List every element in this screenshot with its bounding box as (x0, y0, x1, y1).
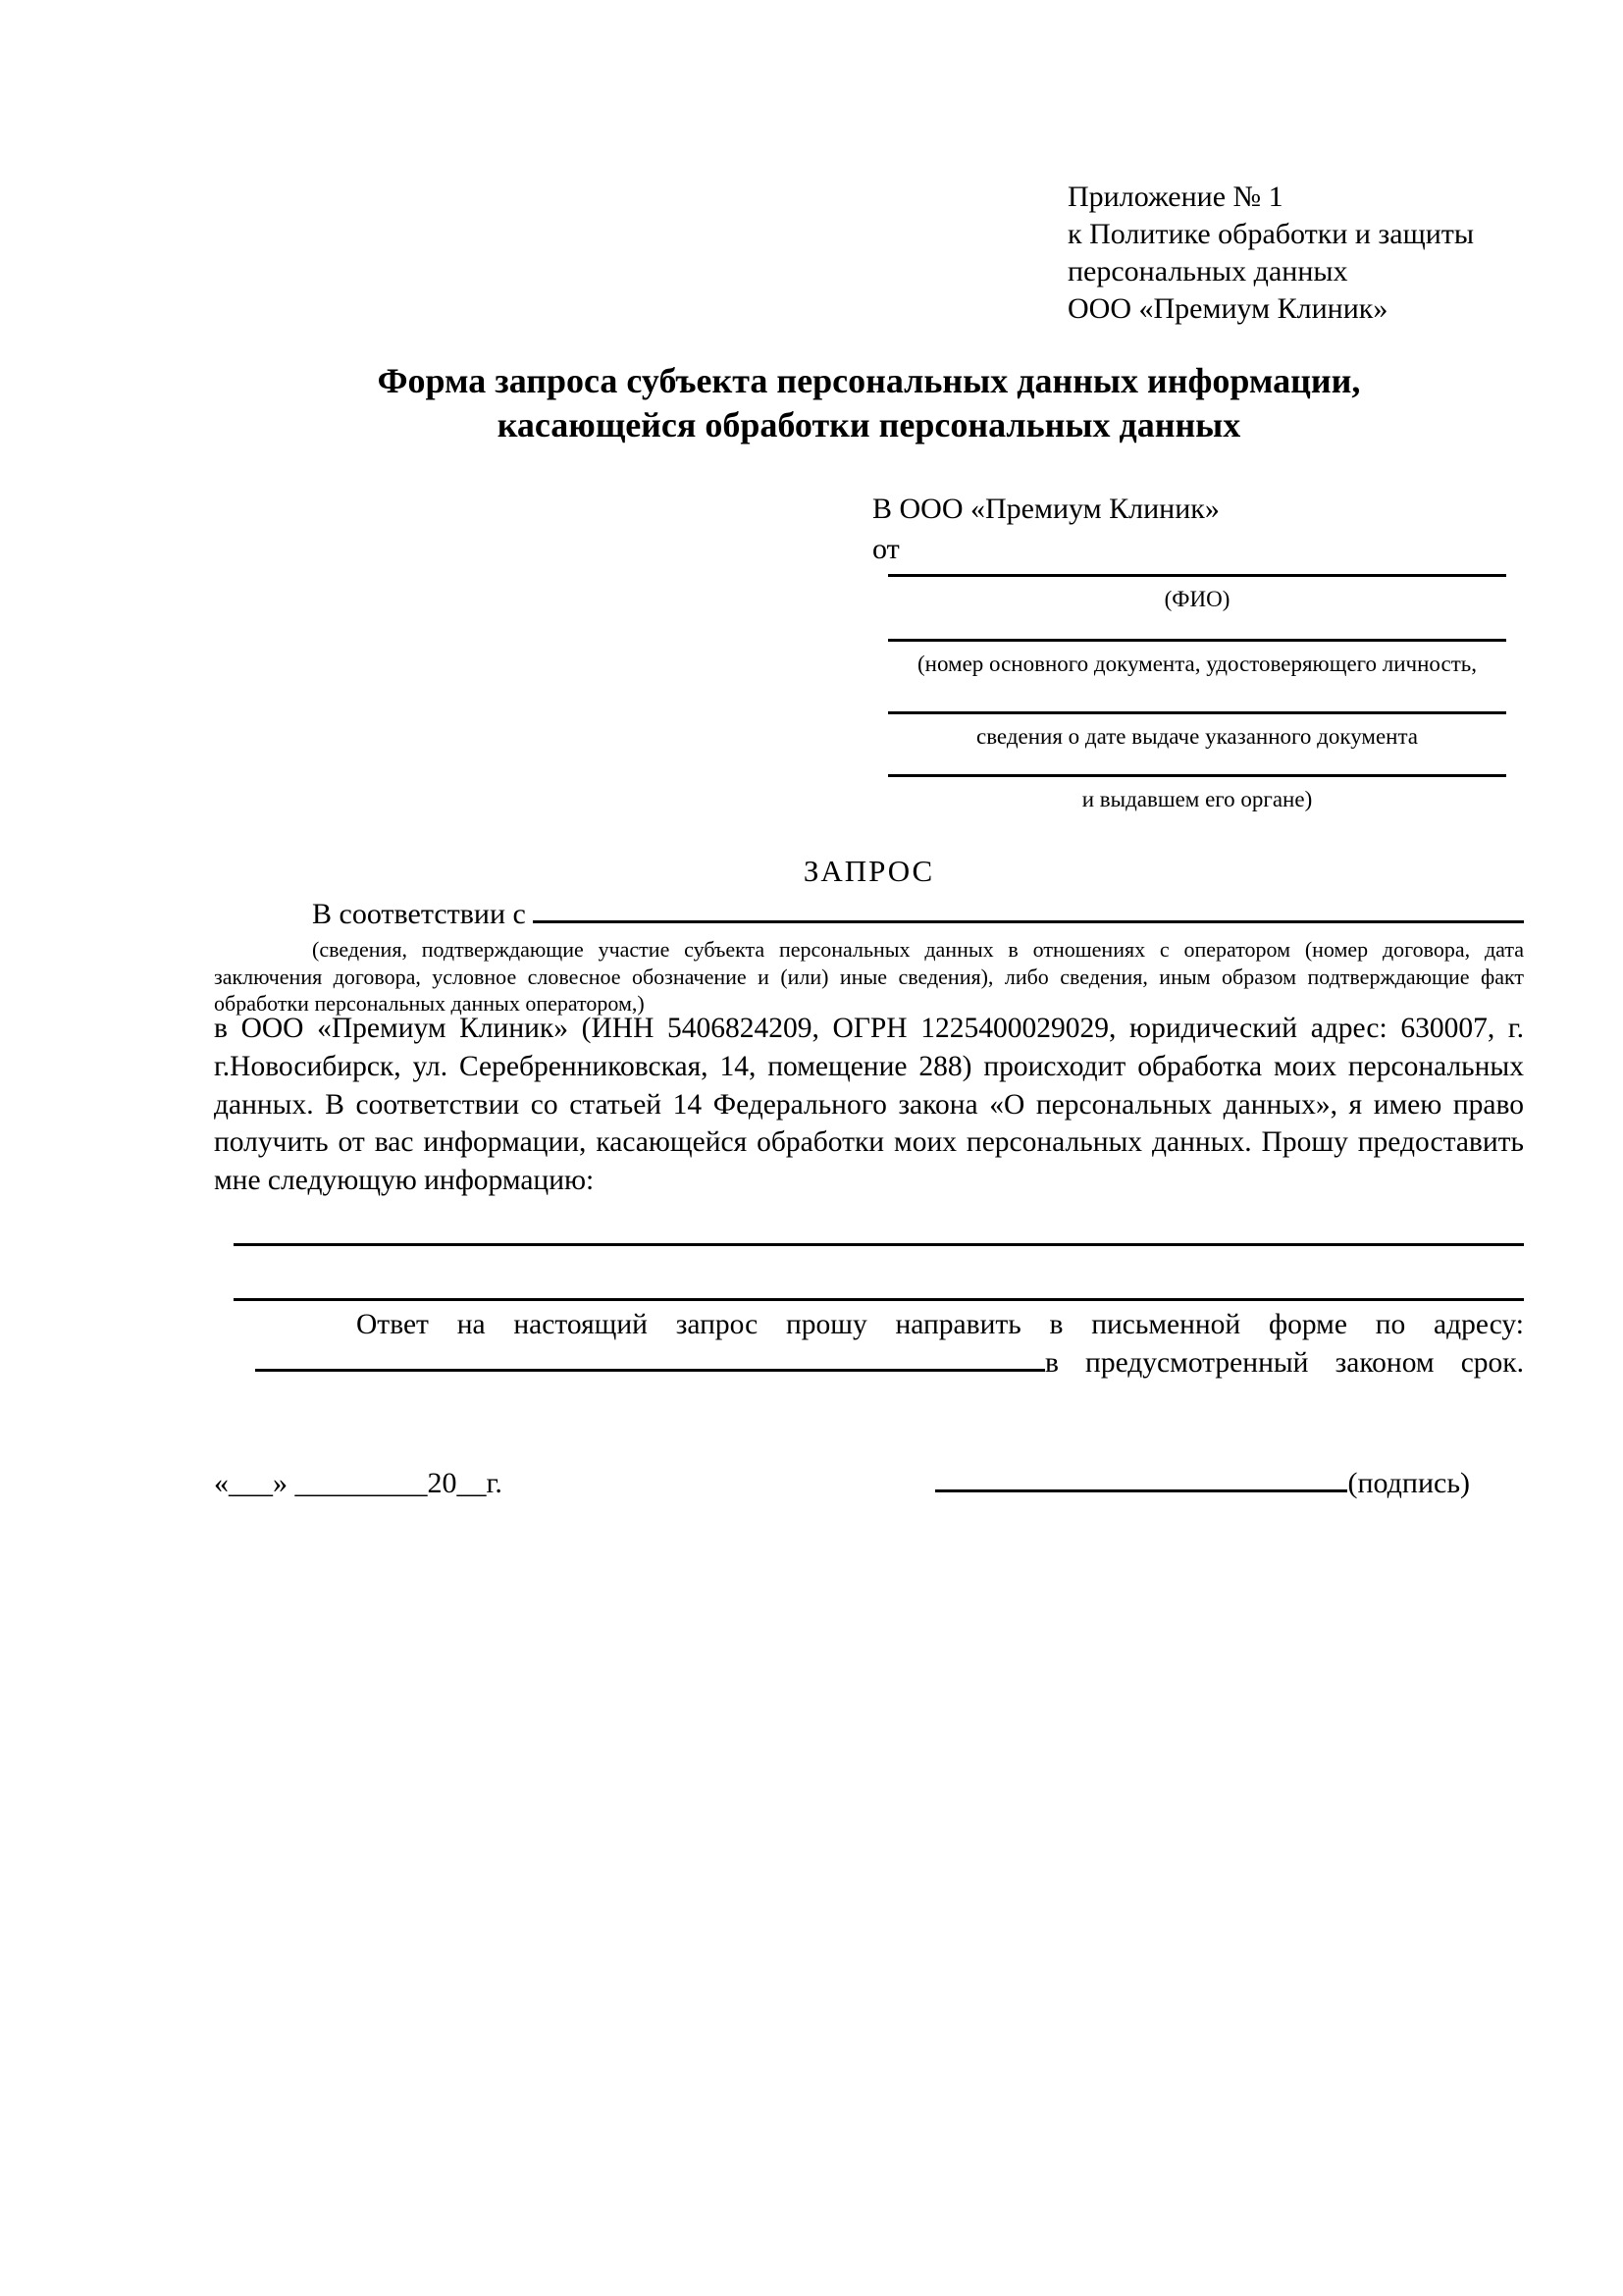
request-body-paragraph: в ООО «Премиум Клиник» (ИНН 5406824209, ОГРН 1225400029029, юридический адрес: 630007, г. г.Новосибирск, ул. Серебренниковская, 14, помещение 288) происходит обработка моих персональных данных. В соответствии со статьей 14 Федерального закона «О персональных данных», я имею право получить от вас информации, касающейся обработки моих персональных данных. Прошу предоставить мне следующую информацию: (214, 1013, 1524, 1197)
appendix-line-4: ООО «Премиум Клиник» (1068, 292, 1388, 325)
requested-info-fill-line-2 (234, 1298, 1524, 1301)
document-title (214, 359, 1524, 447)
document-title-line-1: Форма запроса субъекта персональных данных информации, (377, 361, 1361, 400)
appendix-line-3: персональных данных (1068, 255, 1348, 287)
signature-caption: (подпись) (1347, 1467, 1470, 1499)
reply-address-row (214, 1344, 1524, 1383)
fio-fill-line (888, 574, 1506, 577)
request-basis-fill-line (533, 920, 1524, 923)
request-basis-prefix: В соответствии с (312, 898, 534, 930)
fio-caption: (ФИО) (1164, 587, 1230, 611)
appendix-line-1: Приложение № 1 (1068, 181, 1283, 213)
identity-document-fill-line (888, 639, 1506, 642)
appendix-block (1068, 179, 1474, 328)
addressee-from-label: от (872, 533, 900, 565)
request-basis-footnote: (сведения, подтверждающие участие субъекта персональных данных в отношениях с оператором (номер договора, дата заключения договора, условное словесное обозначение и (или) иные сведения), либо сведения, иным образом подтверждающие факт обработки персональных данных оператором,) (214, 937, 1524, 1016)
reply-deadline-text: в предусмотренный законом срок. (1045, 1347, 1524, 1379)
signature-fill-line (935, 1489, 1347, 1492)
date-signature-row (214, 1464, 1524, 1503)
reply-instruction: Ответ на настоящий запрос прошу направить в письменной форме по адресу: (356, 1309, 1524, 1340)
issuing-authority-caption: и выдавшем его органе) (1081, 787, 1313, 811)
issue-date-caption: сведения о дате выдаче указанного документа (975, 724, 1419, 749)
request-heading: ЗАПРОС (803, 854, 935, 888)
issue-date-fill-line (888, 711, 1506, 714)
issuing-authority-fill-line (888, 774, 1506, 777)
reply-address-fill-line (255, 1369, 1045, 1372)
identity-document-caption: (номер основного документа, удостоверяющего личность, (916, 652, 1477, 676)
requested-info-fill-line-1 (234, 1243, 1524, 1246)
request-basis-row (214, 895, 1524, 934)
document-title-line-2: касающейся обработки персональных данных (497, 405, 1241, 444)
reply-paragraph (214, 1306, 1524, 1383)
appendix-line-2: к Политике обработки и защиты (1068, 218, 1475, 250)
date-fill-text: «___» _________20__г. (214, 1467, 502, 1499)
addressee-organization: В ООО «Премиум Клиник» (872, 493, 1220, 525)
